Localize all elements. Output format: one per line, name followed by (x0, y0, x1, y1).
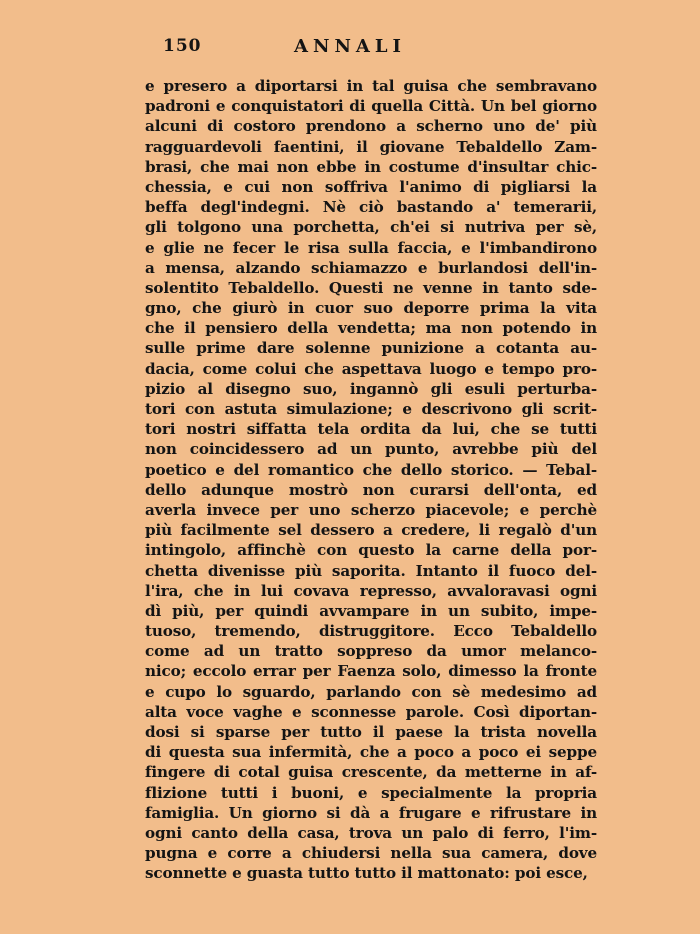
text-line: come ad un tratto soppreso da umor melanco- (145, 642, 597, 661)
text-line: tuoso, tremendo, distruggitore. Ecco Tebaldello (145, 622, 597, 641)
text-line: sconnette e guasta tutto tutto il mattonato: poi esce, (145, 864, 588, 883)
text-line: tori con astuta simulazione; e descrivono gli scrit- (145, 400, 597, 418)
text-line: e cupo lo sguardo, parlando con sè medesimo ad (145, 682, 597, 701)
text-line: dì più, per quindi avvampare in un subito, impe- (145, 601, 597, 620)
text-line: brasi, che mai non ebbe in costume d'insultar chic- (145, 157, 597, 176)
text-line: e presero a diportarsi in tal guisa che sembravano (145, 77, 597, 95)
running-title: ANNALI (294, 36, 406, 57)
text-line: a mensa, alzando schiamazzo e burlandosi dell'in- (145, 258, 597, 277)
text-line: chessia, e cui non soffriva l'animo di pigliarsi la (145, 177, 597, 196)
text-line: gli tolgono una porchetta, ch'ei si nutriva per sè, (145, 218, 597, 237)
text-line: nico; eccolo errar per Faenza solo, dimesso la fronte (145, 662, 597, 681)
text-line: dosi si sparse per tutto il paese la trista novella (145, 723, 597, 741)
text-line: tori nostri siffatta tela ordita da lui, che se tutti (145, 420, 597, 439)
text-line: più facilmente sel dessero a credere, li regalò d'un (145, 521, 597, 540)
text-line: e glie ne fecer le risa sulla faccia, e l'imbandirono (145, 238, 597, 257)
body-text (145, 76, 597, 884)
text-line: pizio al disegno suo, ingannò gli esuli perturba- (145, 379, 597, 398)
text-line: intingolo, affinchè con questo la carne della por- (145, 541, 597, 560)
text-line: di questa sua infermità, che a poco a poco ei seppe (145, 743, 597, 762)
text-line: famiglia. Un giorno si dà a frugare e rifrustare in (145, 803, 597, 822)
text-line: solentito Tebaldello. Questi ne venne in tanto sde- (145, 278, 597, 297)
text-line: sulle prime dare solenne punizione a cotanta au- (145, 339, 597, 358)
text-line: gno, che giurò in cuor suo deporre prima la vita (145, 299, 597, 318)
text-line: che il pensiero della vendetta; ma non potendo in (145, 319, 597, 338)
text-line: flizione tutti i buoni, e specialmente la propria (145, 783, 597, 802)
text-line: alcuni di costoro prendono a scherno uno de' più (145, 117, 597, 136)
text-line: chetta divenisse più saporita. Intanto il fuoco del- (145, 561, 597, 580)
text-line: padroni e conquistatori di quella Città. Un bel giorno (145, 97, 597, 116)
text-line: dello adunque mostrò non curarsi dell'onta, ed (145, 480, 597, 499)
text-line: non coincidessero ad un punto, avrebbe più del (145, 440, 597, 459)
text-line: averla invece per uno scherzo piacevole; e perchè (145, 500, 597, 519)
text-line: beffa degl'indegni. Nè ciò bastando a' temerarii, (145, 198, 597, 217)
text-line: ogni canto della casa, trova un palo di ferro, l'im- (145, 823, 597, 842)
text-line: ragguardevoli faentini, il giovane Tebaldello Zam- (145, 137, 597, 156)
text-line: fingere di cotal guisa crescente, da metterne in af- (145, 763, 597, 782)
text-line: pugna e corre a chiudersi nella sua camera, dove (145, 844, 597, 863)
text-line: alta voce vaghe e sconnesse parole. Così diportan- (145, 702, 597, 721)
running-header (0, 36, 700, 60)
text-line: poetico e del romantico che dello storico. — Tebal- (145, 460, 597, 479)
text-line: l'ira, che in lui covava represso, avvaloravasi ogni (145, 581, 597, 600)
text-line: dacia, come colui che aspettava luogo e tempo pro- (145, 359, 597, 378)
page-number: 150 (163, 36, 202, 56)
